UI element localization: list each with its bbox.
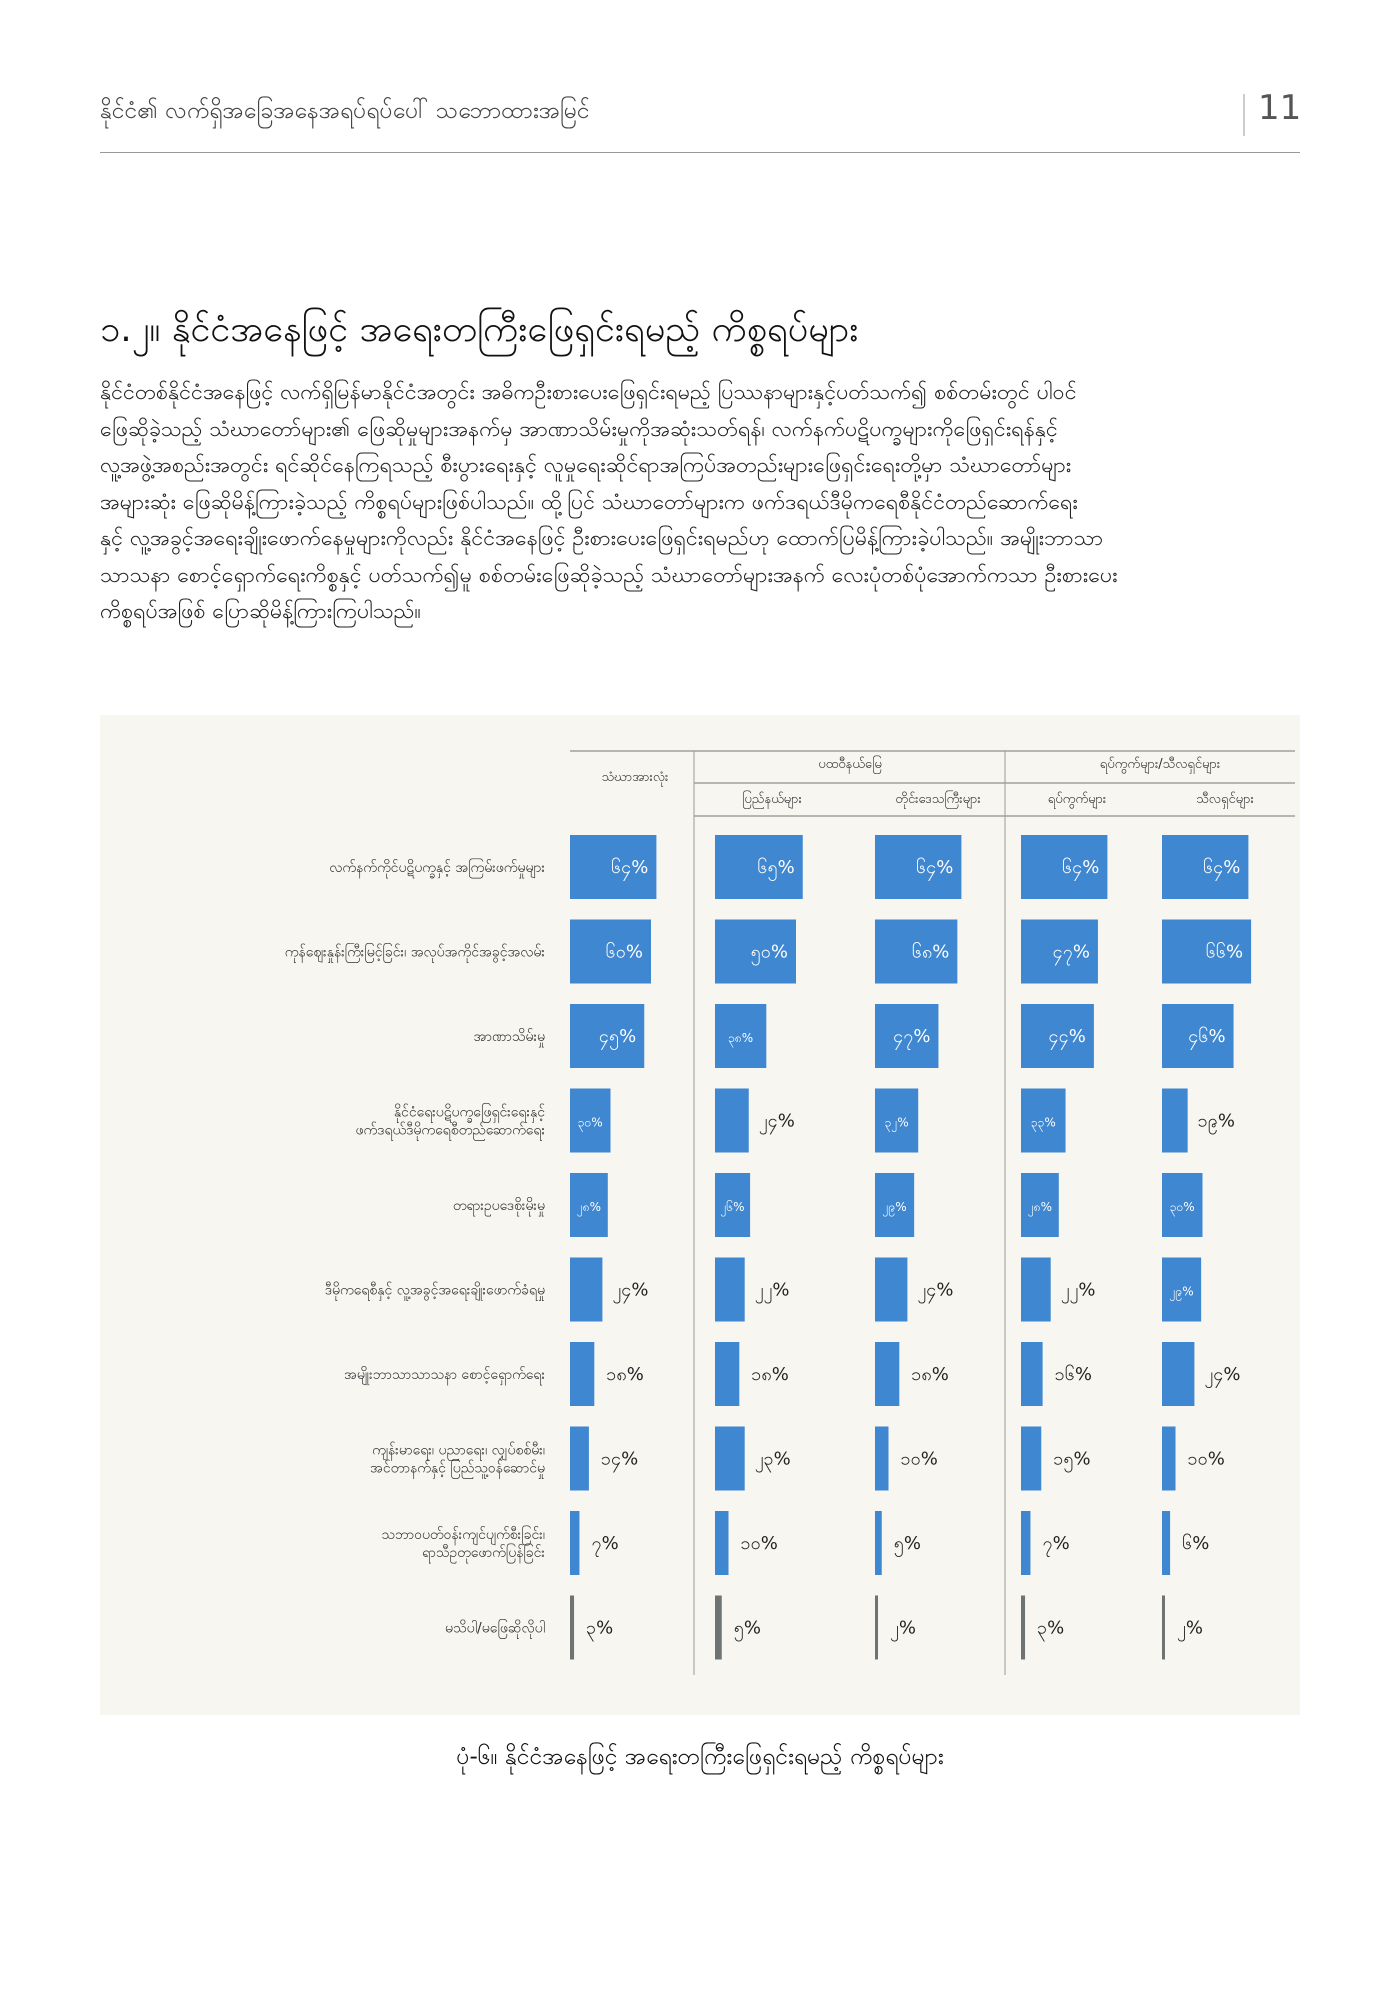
bar-value-label: ၂၂% xyxy=(754,1279,790,1301)
bar-value-label: ၂၈% xyxy=(1027,1200,1052,1214)
row-label: အင်တာနက်နှင့် ပြည်သူ့ဝန်ဆောင်မှု xyxy=(369,1460,545,1477)
row-label: တရားဥပဒေစိုးမိုးမှု xyxy=(452,1198,545,1214)
bar-value-label: ၆၄% xyxy=(611,857,649,878)
running-header-title: နိုင်ငံ၏ လက်ရှိအခြေအနေအရပ်ရပ်ပေါ် သဘောထားအမြင် xyxy=(100,98,590,124)
bar-value-label: ၁၈% xyxy=(911,1364,949,1385)
bar-value-label: ၂% xyxy=(1177,1617,1203,1639)
header-separator xyxy=(1243,94,1245,136)
bar xyxy=(875,1427,889,1491)
column-header: ပြည်နယ်များ xyxy=(742,792,802,807)
bar-value-label: ၃% xyxy=(586,1617,614,1639)
figure-caption: ပုံ-၆။ နိုင်ငံအနေဖြင့် အရေးတကြီးဖြေရှင်းရမည့် ကိစ္စရပ်များ xyxy=(456,1744,944,1770)
bar xyxy=(1021,1427,1041,1491)
bar-value-label: ၆၄% xyxy=(1203,857,1241,878)
row-label: အာဏာသိမ်းမှု xyxy=(473,1029,545,1045)
bar-value-label: ၄၆% xyxy=(1188,1026,1226,1047)
bar xyxy=(1021,1511,1030,1575)
bar xyxy=(1021,1258,1051,1322)
bar-value-label: ၂၂% xyxy=(1060,1279,1096,1301)
priority-issues-chart xyxy=(100,715,1300,1715)
page-number: 11 xyxy=(1258,88,1302,128)
row-label: သဘာဝပတ်ဝန်းကျင်ပျက်စီးခြင်း၊ xyxy=(381,1527,545,1543)
bar xyxy=(715,1258,745,1322)
bar xyxy=(875,1511,882,1575)
bar-value-label: ၂၈% xyxy=(576,1200,601,1214)
bar-value-label: ၄၇% xyxy=(893,1026,931,1047)
bar-value-label: ၅၀% xyxy=(750,941,788,963)
bar-value-label: ၂၃% xyxy=(754,1448,791,1470)
section-title: ၁.၂။ နိုင်ငံအနေဖြင့် အရေးတကြီးဖြေရှင်းရမည့် ကိစ္စရပ်များ xyxy=(100,309,859,350)
bar-value-label: ၃၀% xyxy=(1169,1200,1195,1214)
bar xyxy=(715,1089,749,1153)
bar-value-label: ၁၀% xyxy=(900,1448,938,1470)
bar xyxy=(570,1511,579,1575)
bar-value-label: ၃၀% xyxy=(577,1115,603,1130)
paragraph-line: နိုင်ငံတစ်နိုင်ငံအနေဖြင့် လက်ရှိမြန်မာနိုင်ငံအတွင်း အဓိကဦးစားပေးဖြေရှင်းရမည့် ပြဿနာများနှင့်ပတ်သက်၍ စစ်တမ်းတွင် ပါဝင် xyxy=(100,380,1077,405)
bar-value-label: ၇% xyxy=(591,1533,619,1554)
bar xyxy=(570,1427,589,1491)
bar xyxy=(1162,1511,1170,1575)
bar xyxy=(1162,1427,1176,1491)
paragraph-line: သာသနာ စောင့်ရှောက်ရေးကိစ္စနှင့် ပတ်သက်၍မူ စစ်တမ်းဖြေဆိုခဲ့သည့် သံဃာတော်များအနက် လေးပုံတစ်ပုံအောက်ကသာ ဦးစားပေး xyxy=(100,562,1118,588)
paragraph-line: နှင့် လူ့အခွင့်အရေးချိုးဖောက်နေမှုများကိုလည်း နိုင်ငံအနေဖြင့် ဦးစားပေးဖြေရှင်းရမည်ဟု ထောက်ပြမိန့်ကြားခဲ့ပါသည်။ အမျိုးဘာသာ xyxy=(100,526,1104,551)
bar xyxy=(1162,1089,1188,1153)
column-header: တိုင်းဒေသကြီးများ xyxy=(895,792,981,807)
bar-value-label: ၂၄% xyxy=(758,1110,795,1132)
column-group-header: ရပ်ကွက်များ/သီလရှင်များ xyxy=(1099,757,1221,772)
column-header: ရပ်ကွက်များ xyxy=(1047,792,1107,807)
column-header: သီလရှင်များ xyxy=(1196,792,1254,807)
bar xyxy=(715,1342,739,1406)
bar-value-label: ၁၅% xyxy=(1053,1448,1091,1470)
bar-value-label: ၆၆% xyxy=(1205,941,1244,963)
bar xyxy=(1021,1342,1043,1406)
column-group-header: ပထဝီနယ်မြေ xyxy=(818,757,882,772)
paragraph-line: ဖြေဆိုခဲ့သည့် သံဃာတော်များ၏ ဖြေဆိုမှုများအနက်မှ အာဏာသိမ်းမှုကိုအဆုံးသတ်ရန်၊ လက်နက်ပဋိပက္ခများကိုဖြေရှင်းရန်နှင့် xyxy=(100,416,1058,442)
row-label: ဒီမိုကရေစီနှင့် လူ့အခွင့်အရေးချိုးဖောက်ခံရမှု xyxy=(324,1282,545,1299)
row-label: လက်နက်ကိုင်ပဋိပက္ခနှင့် အကြမ်းဖက်မှုများ xyxy=(329,860,545,876)
bar xyxy=(875,1342,899,1406)
bar xyxy=(570,1258,602,1322)
bar-value-label: ၆၄% xyxy=(916,857,954,878)
bar-value-label: ၆% xyxy=(1182,1533,1210,1554)
bar-value-label: ၄၇% xyxy=(1052,941,1090,963)
row-label: နိုင်ငံရေးပဋိပက္ခဖြေရှင်းရေးနှင့် xyxy=(393,1104,545,1121)
bar-value-label: ၇% xyxy=(1042,1533,1070,1554)
bar-value-label: ၂၉% xyxy=(1169,1284,1194,1299)
bar-value-label: ၁၀% xyxy=(740,1533,778,1554)
bar-value-label: ၂၄% xyxy=(917,1279,954,1301)
bar xyxy=(570,1342,594,1406)
bar-value-label: ၁၉% xyxy=(1197,1110,1236,1132)
bar-value-label: ၃၈% xyxy=(728,1031,754,1045)
row-label: ဖက်ဒရယ်ဒီမိုကရေစီတည်ဆောက်ရေး xyxy=(355,1122,545,1139)
bar-value-label: ၄၄% xyxy=(1048,1026,1086,1047)
column-header: သံဃာအားလုံး xyxy=(601,770,669,785)
row-label: ကုန်ဈေးနှုန်းကြီးမြင့်ခြင်း၊ အလုပ်အကိုင်အခွင့်အလမ်း xyxy=(284,944,545,961)
bar-value-label: ၃% xyxy=(1037,1617,1065,1639)
paragraph-line: လူ့အဖွဲ့အစည်းအတွင်း ရင်ဆိုင်နေကြရသည့် စီးပွားရေးနှင့် လူမှုရေးဆိုင်ရာအကြပ်အတည်းများဖြေရှင်းရေးတို့မှာ သံဃာတော်များ xyxy=(100,453,1072,478)
bar xyxy=(875,1596,878,1660)
bar-value-label: ၆၄% xyxy=(1062,857,1100,878)
bar xyxy=(715,1511,729,1575)
row-label: ကျန်းမာရေး၊ ပညာရေး၊ လျှပ်စစ်မီး၊ xyxy=(372,1442,545,1459)
paragraph-line: ကိစ္စရပ်အဖြစ် ပြောဆိုမိန့်ကြားကြပါသည်။ xyxy=(100,599,421,624)
bar-value-label: ၂% xyxy=(890,1617,916,1639)
bar-value-label: ၆၈% xyxy=(911,941,950,963)
bar xyxy=(875,1258,907,1322)
bar-value-label: ၅% xyxy=(733,1617,761,1639)
bar xyxy=(1021,1596,1025,1660)
bar-value-label: ၃၂% xyxy=(884,1115,909,1130)
bar-value-label: ၁၈% xyxy=(751,1364,789,1385)
bar-value-label: ၂၆% xyxy=(720,1200,745,1214)
row-label: အမျိုးဘာသာသာသနာ စောင့်ရှောက်ရေး xyxy=(344,1367,545,1383)
row-label: ရာသီဥတုဖောက်ပြန်ခြင်း xyxy=(422,1545,545,1561)
bar-value-label: ၄၅% xyxy=(598,1026,637,1047)
bar-value-label: ၁၈% xyxy=(606,1364,644,1385)
bar xyxy=(1162,1342,1194,1406)
row-label: မသိပါ/မဖြေဆိုလိုပါ xyxy=(445,1620,545,1637)
bar-value-label: ၂၄% xyxy=(612,1279,649,1301)
bar-value-label: ၁၄% xyxy=(600,1448,639,1470)
bar-value-label: ၁၆% xyxy=(1054,1364,1092,1385)
chart-panel xyxy=(100,715,1300,1715)
bar-value-label: ၁၀% xyxy=(1187,1448,1225,1470)
bar-value-label: ၅% xyxy=(893,1533,921,1554)
body-paragraph xyxy=(100,375,1298,631)
bar-value-label: ၃၃% xyxy=(1030,1115,1056,1130)
bar xyxy=(1162,1596,1165,1660)
bar-value-label: ၂၉% xyxy=(882,1200,907,1214)
bar xyxy=(715,1427,745,1491)
bar-value-label: ၆၀% xyxy=(605,941,643,963)
paragraph-line: အများဆုံး ဖြေဆိုမိန့်ကြားခဲ့သည့် ကိစ္စရပ်များဖြစ်ပါသည်။ ထို့ပြင် သံဃာတော်များက ဖက်ဒရယ်ဒီမိုကရေစီနိုင်ငံတည်ဆောက်ရေး xyxy=(100,489,1078,515)
bar-value-label: ၆၅% xyxy=(757,857,795,878)
bar-value-label: ၂၄% xyxy=(1204,1364,1241,1385)
bar xyxy=(570,1596,574,1660)
bar xyxy=(715,1596,722,1660)
header-rule xyxy=(100,152,1300,153)
